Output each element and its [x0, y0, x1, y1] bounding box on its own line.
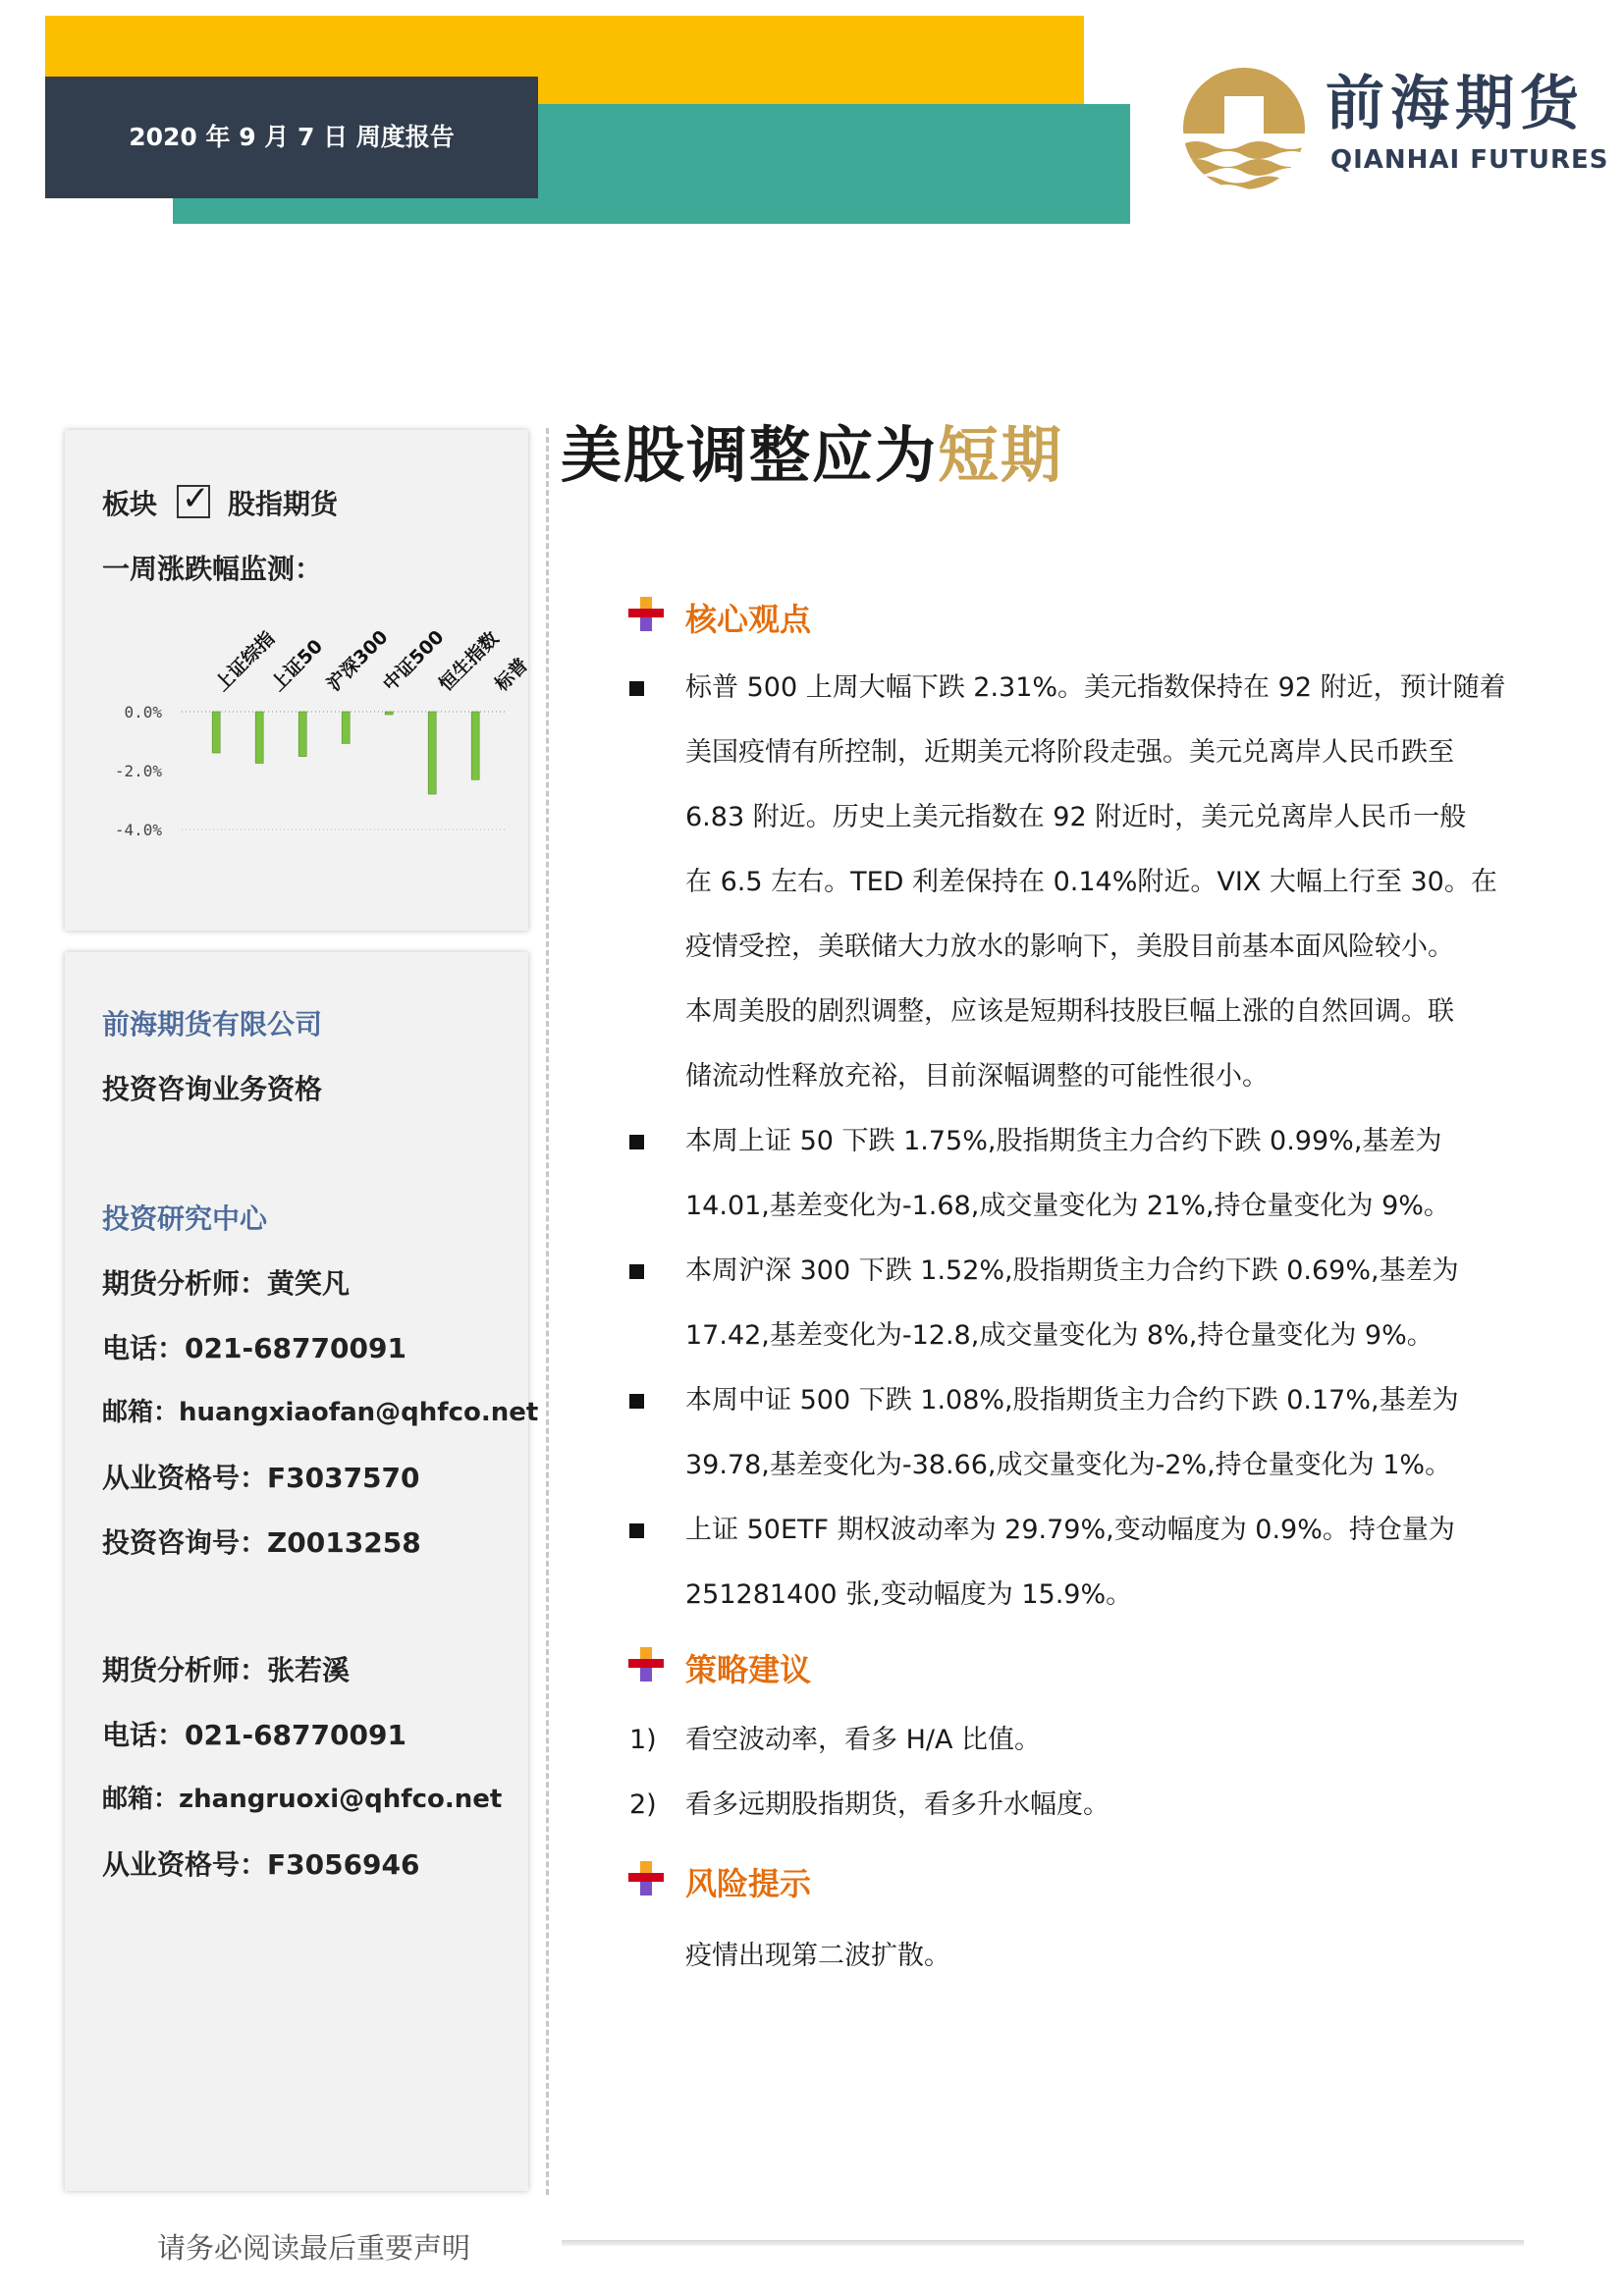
category-label: 上证50: [266, 635, 328, 696]
analyst-2-name: 期货分析师：张若溪: [102, 1654, 351, 1686]
bar: [385, 712, 393, 715]
footer-divider: [562, 2240, 1524, 2246]
strategy-num-2: 2): [629, 1789, 657, 1820]
title-main-part: 美股调整应为: [560, 419, 938, 491]
bullet-line: 251281400 张,变动幅度为 15.9%。: [685, 1579, 1133, 1610]
analyst-1-consult: 投资咨询号：Z0013258: [102, 1526, 421, 1559]
column-divider: [546, 428, 549, 2195]
bullet-line: 本周上证 50 下跌 1.75%,股指期货主力合约下跌 0.99%,基差为: [685, 1126, 1442, 1156]
core-line: 美国疫情有所控制，近期美元将阶段走强。美元兑离岸人民币跌至: [685, 737, 1454, 768]
bar: [428, 712, 436, 794]
strategy-item-2: 看多远期股指期货，看多升水幅度。: [685, 1789, 1110, 1820]
section-core-heading: 核心观点: [685, 601, 812, 638]
analyst-1-phone: 电话：021-68770091: [102, 1332, 406, 1364]
core-line: 本周美股的剧烈调整，应该是短期科技股巨幅上涨的自然回调。联: [685, 996, 1454, 1027]
category-label: 恒生指数: [434, 627, 504, 696]
bullet-square: [629, 1394, 644, 1409]
category-label: 上证综指: [210, 627, 280, 696]
bar: [255, 712, 263, 764]
y-tick-label: -4.0%: [114, 821, 162, 839]
analyst-2-phone: 电话：021-68770091: [102, 1719, 406, 1751]
report-date: 2020 年 9 月 7 日 周度报告: [129, 123, 455, 151]
strategy-item-1: 看空波动率，看多 H/A 比值。: [685, 1725, 1042, 1755]
core-line: 在 6.5 左右。TED 利差保持在 0.14%附近。VIX 大幅上行至 30。在: [685, 867, 1497, 897]
section-risk-heading: 风险提示: [685, 1865, 812, 1902]
category-label: 标普: [490, 654, 533, 696]
bullet-line: 14.01,基差变化为-1.68,成交量变化为 21%,持仓量变化为 9%。: [685, 1191, 1450, 1221]
company-name: 前海期货有限公司: [102, 1008, 323, 1041]
qualification: 投资咨询业务资格: [102, 1073, 323, 1105]
checkbox-checked-icon: ✓: [177, 485, 210, 518]
sector-value: 股指期货: [228, 488, 339, 520]
category-label: 中证500: [378, 626, 449, 696]
bullet-square: [629, 1264, 644, 1279]
section-strategy-heading: 策略建议: [685, 1651, 812, 1688]
bar: [342, 712, 350, 743]
analyst-1-email[interactable]: 邮箱：huangxiaofan@qhfco.net: [102, 1398, 539, 1427]
bar: [471, 712, 479, 779]
bullet-square: [629, 681, 644, 696]
y-tick-label: 0.0%: [124, 703, 162, 721]
bullet-line: 17.42,基差变化为-12.8,成交量变化为 8%,持仓量变化为 9%。: [685, 1320, 1434, 1351]
strategy-num-1: 1): [629, 1725, 657, 1755]
bar: [298, 712, 306, 757]
bullet-line: 上证 50ETF 期权波动率为 29.79%,变动幅度为 0.9%。持仓量为: [685, 1515, 1455, 1545]
section-marker-icon: [626, 595, 666, 634]
risk-text: 疫情出现第二波扩散。: [685, 1941, 950, 1971]
bullet-line: 本周中证 500 下跌 1.08%,股指期货主力合约下跌 0.17%,基差为: [685, 1385, 1459, 1415]
y-tick-label: -2.0%: [114, 762, 162, 780]
category-label: 沪深300: [322, 626, 393, 696]
bullet-line: 39.78,基差变化为-38.66,成交量变化为-2%,持仓量变化为 1%。: [685, 1450, 1452, 1480]
report-title: [0, 406, 1624, 494]
analyst-2-cert: 从业资格号：F3056946: [102, 1848, 420, 1881]
core-line: 储流动性释放充裕，目前深幅调整的可能性很小。: [685, 1061, 1269, 1092]
bullet-square: [629, 1523, 644, 1538]
title-highlight-part: 短期: [938, 419, 1064, 491]
core-line: 6.83 附近。历史上美元指数在 92 附近时，美元兑离岸人民币一般: [685, 802, 1467, 832]
weekly-change-chart: [93, 609, 533, 844]
footer-disclaimer: 请务必阅读最后重要声明: [157, 2231, 471, 2265]
sector-label: 板块: [102, 488, 158, 520]
bar: [212, 712, 220, 753]
bullet-line: 本周沪深 300 下跌 1.52%,股指期货主力合约下跌 0.69%,基差为: [685, 1255, 1459, 1286]
core-line: 疫情受控，美联储大力放水的影响下，美股目前基本面风险较小。: [685, 932, 1454, 962]
core-line: 标普 500 上周大幅下跌 2.31%。美元指数保持在 92 附近，预计随着: [685, 672, 1506, 703]
brand-name-en: QIANHAI FUTURES: [1330, 145, 1609, 175]
core-paragraph: [685, 656, 1559, 1109]
sidebar-contact-panel: [65, 952, 528, 2191]
qianhai-logo-icon: [1180, 65, 1308, 192]
monitor-title: 一周涨跌幅监测：: [102, 553, 323, 585]
section-marker-icon: [626, 1645, 666, 1684]
research-center: 投资研究中心: [102, 1202, 268, 1235]
section-marker-icon: [626, 1859, 666, 1898]
analyst-2-email[interactable]: 邮箱：zhangruoxi@qhfco.net: [102, 1785, 503, 1814]
bullet-square: [629, 1135, 644, 1149]
analyst-1-name: 期货分析师：黄笑凡: [102, 1267, 351, 1300]
analyst-1-cert: 从业资格号：F3037570: [102, 1462, 420, 1494]
brand-name-cn: 前海期货: [1326, 70, 1585, 138]
